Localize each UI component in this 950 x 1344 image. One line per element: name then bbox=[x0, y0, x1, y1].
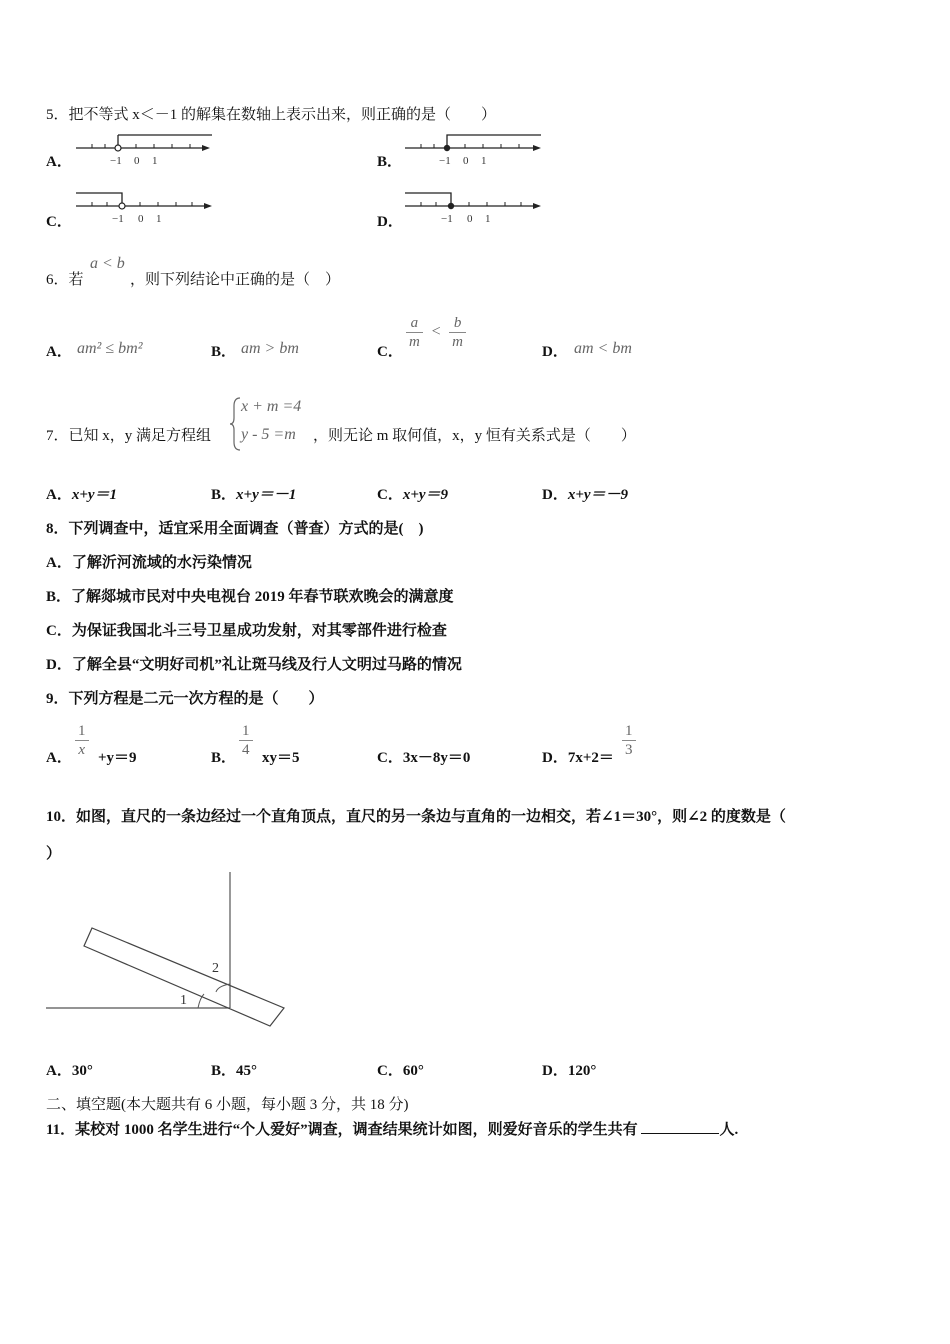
q6-option-b-label: B． bbox=[211, 344, 237, 360]
q7-equation-1: x + m =4 bbox=[241, 398, 302, 415]
tick-label: 0 bbox=[463, 155, 469, 167]
tick-label: 1 bbox=[485, 213, 491, 225]
q7-option-d: D．x+y＝－9 bbox=[542, 487, 629, 503]
q5-number-line-b bbox=[401, 128, 543, 170]
q5-option-a-label: A． bbox=[46, 154, 72, 170]
q7-brace bbox=[228, 396, 242, 452]
tick-label: 1 bbox=[152, 155, 158, 167]
q5-option-b-label: B． bbox=[377, 154, 403, 170]
q6-option-c-expr: $\frac{a}{m}$ < $\frac{b}{m}$ bbox=[406, 314, 466, 351]
q8-stem: 8．下列调查中，适宜采用全面调查（普查）方式的是( ) bbox=[46, 521, 424, 537]
q9-option-b-label: B． bbox=[211, 750, 237, 766]
answer-blank[interactable] bbox=[641, 1119, 719, 1134]
fraction: $\frac{a}{m}$ bbox=[406, 314, 423, 351]
q6-option-c-label: C． bbox=[377, 344, 403, 360]
tick-label: −1 bbox=[112, 213, 124, 225]
q6-option-d-label: D． bbox=[542, 344, 568, 360]
q6-option-a-label: A． bbox=[46, 344, 72, 360]
tick-label: −1 bbox=[441, 213, 453, 225]
q7-option-b: B．x+y＝－1 bbox=[211, 487, 297, 503]
angle-1-label: 1 bbox=[180, 993, 187, 1008]
q9-option-d: D．7x+2＝ bbox=[542, 750, 614, 766]
q9-option-a-rest: +y＝9 bbox=[98, 750, 137, 766]
tick-label: 0 bbox=[134, 155, 140, 167]
tick-label: 1 bbox=[481, 155, 487, 167]
tick-label: 0 bbox=[138, 213, 144, 225]
q8-option-d: D．了解全县“文明好司机”礼让斑马线及行人文明过马路的情况 bbox=[46, 657, 462, 673]
tick-label: −1 bbox=[110, 155, 122, 167]
q8-option-b: B．了解郯城市民对中央电视台 2019 年春节联欢晚会的满意度 bbox=[46, 589, 454, 605]
q8-option-c: C．为保证我国北斗三号卫星成功发射，对其零部件进行检查 bbox=[46, 623, 447, 639]
q5-option-c-label: C． bbox=[46, 214, 72, 230]
q8-option-a: A．了解沂河流域的水污染情况 bbox=[46, 555, 252, 571]
angle-2-label: 2 bbox=[212, 961, 219, 976]
q6-stem-pre: 6．若 bbox=[46, 272, 84, 288]
q7-option-a: A．x+y＝1 bbox=[46, 487, 118, 503]
q10-ruler-figure bbox=[40, 868, 300, 1028]
q6-option-b-expr: am > bm bbox=[241, 340, 299, 357]
tick-label: 1 bbox=[156, 213, 162, 225]
q5-number-line-d bbox=[401, 186, 543, 228]
q6-option-a-expr: am² ≤ bm² bbox=[77, 340, 143, 357]
tick-label: −1 bbox=[439, 155, 451, 167]
q9-option-d-fraction: $\frac{1}{3}$ bbox=[622, 722, 636, 759]
q6-stem-post: ，则下列结论中正确的是（ ） bbox=[130, 272, 341, 288]
q7-equation-2: y - 5 =m bbox=[241, 426, 296, 443]
q5-option-d-label: D． bbox=[377, 214, 403, 230]
tick-label: 0 bbox=[467, 213, 473, 225]
q10-option-c: C．60° bbox=[377, 1063, 424, 1079]
q5-number-line-a bbox=[72, 128, 212, 170]
q9-stem: 9．下列方程是二元一次方程的是（ ） bbox=[46, 691, 324, 707]
q9-option-b-fraction: $\frac{1}{4}$ bbox=[239, 722, 253, 759]
q9-option-b-rest: xy＝5 bbox=[262, 750, 300, 766]
ruler bbox=[84, 928, 284, 1026]
q5-number-line-c bbox=[72, 186, 214, 228]
q10-option-b: B．45° bbox=[211, 1063, 258, 1079]
q7-option-c: C．x+y＝9 bbox=[377, 487, 449, 503]
q9-option-a-label: A． bbox=[46, 750, 72, 766]
section-title: 二、填空题(本大题共有 6 小题，每小题 3 分，共 18 分) bbox=[46, 1097, 409, 1113]
q9-option-c: C．3x－8y＝0 bbox=[377, 750, 471, 766]
q7-stem-pre: 7．已知 x，y 满足方程组 bbox=[46, 428, 212, 444]
q5-stem: 5．把不等式 x＜－1 的解集在数轴上表示出来，则正确的是（ ） bbox=[46, 107, 497, 123]
q9-option-a-fraction: $\frac{1}{x}$ bbox=[75, 722, 89, 759]
q10-stem-line2: ） bbox=[46, 846, 62, 862]
q7-stem-post: ，则无论 m 取何值，x，y 恒有关系式是（ ） bbox=[313, 428, 636, 444]
q10-stem-line1: 10．如图，直尺的一条边经过一个直角顶点，直尺的另一条边与直角的一边相交，若∠1＝30°，则∠2 的度数是（ bbox=[46, 809, 786, 825]
q10-option-a: A．30° bbox=[46, 1063, 93, 1079]
q6-option-d-expr: am < bm bbox=[574, 340, 632, 357]
q10-option-d: D．120° bbox=[542, 1063, 597, 1079]
q6-condition: a < b bbox=[90, 255, 125, 272]
fraction: $\frac{b}{m}$ bbox=[449, 314, 466, 351]
q11-stem: 11．某校对 1000 名学生进行“个人爱好”调查，调查结果统计如图，则爱好音乐的学生共有 人. bbox=[46, 1118, 738, 1139]
